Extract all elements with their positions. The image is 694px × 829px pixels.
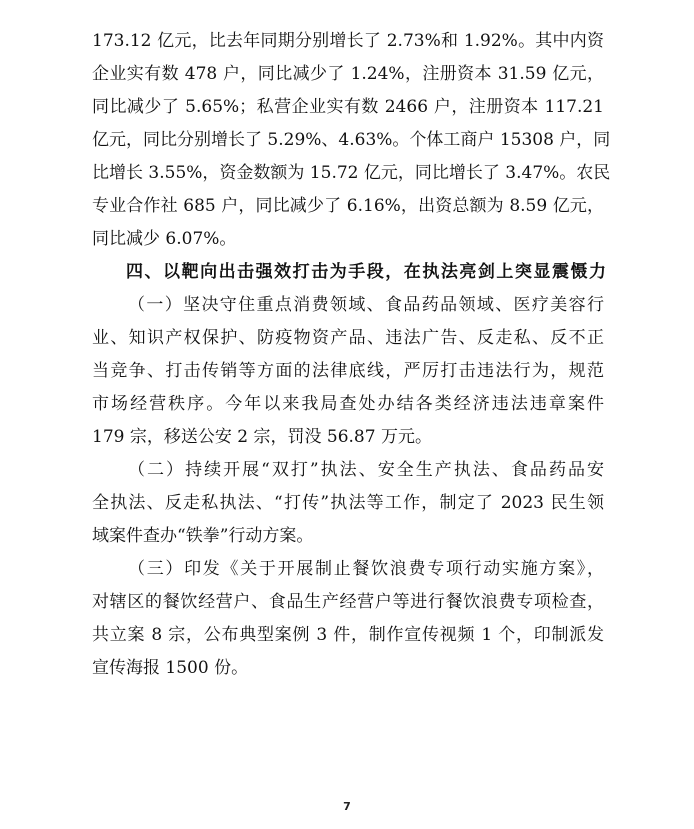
page-number: 7 [343, 800, 351, 813]
section-heading: 四、以靶向出击强效打击为手段，在执法亮剑上突显震慑力 [126, 262, 606, 282]
item-1-line: 179 宗，移送公安 2 宗，罚没 56.87 万元。 [92, 427, 432, 447]
item-2-line: 域案件查办“铁拳”行动方案。 [92, 526, 314, 546]
paragraph-line: 同比减少 6.07%。 [92, 229, 237, 249]
item-3-line: （三）印发《关于开展制止餐饮浪费专项行动实施方案》， [128, 559, 604, 579]
item-2-line: （二）持续开展“双打”执法、安全生产执法、食品药品安 [128, 460, 604, 480]
item-2-line: 全执法、反走私执法、“打传”执法等工作，制定了 2023 民生领 [92, 493, 604, 513]
item-1-line: 市场经营秩序。今年以来我局查处办结各类经济违法违章案件 [92, 394, 604, 414]
paragraph-line: 企业实有数 478 户，同比减少了 1.24%，注册资本 31.59 亿元， [92, 64, 604, 84]
paragraph-line: 比增长 3.55%，资金数额为 15.72 亿元，同比增长了 3.47%。农民 [92, 163, 611, 183]
paragraph-line: 亿元，同比分别增长了 5.29%、4.63%。个体工商户 15308 户，同 [92, 130, 611, 150]
item-1-line: 业、知识产权保护、防疫物资产品、违法广告、反走私、反不正 [92, 328, 604, 348]
paragraph-line: 173.12 亿元，比去年同期分别增长了 2.73%和 1.92%。其中内资 [92, 31, 604, 51]
item-3-line: 共立案 8 宗，公布典型案例 3 件，制作宣传视频 1 个，印制派发 [92, 625, 604, 645]
paragraph-line: 专业合作社 685 户，同比减少了 6.16%，出资总额为 8.59 亿元， [92, 196, 604, 216]
item-3-line: 对辖区的餐饮经营户、食品生产经营户等进行餐饮浪费专项检查， [92, 592, 604, 612]
paragraph-line: 同比减少了 5.65%；私营企业实有数 2466 户，注册资本 117.21 [92, 97, 604, 117]
item-3-line: 宣传海报 1500 份。 [92, 658, 249, 678]
item-1-line: 当竞争、打击传销等方面的法律底线，严厉打击违法行为，规范 [92, 361, 604, 381]
item-1-line: （一）坚决守住重点消费领域、食品药品领域、医疗美容行 [128, 295, 604, 315]
